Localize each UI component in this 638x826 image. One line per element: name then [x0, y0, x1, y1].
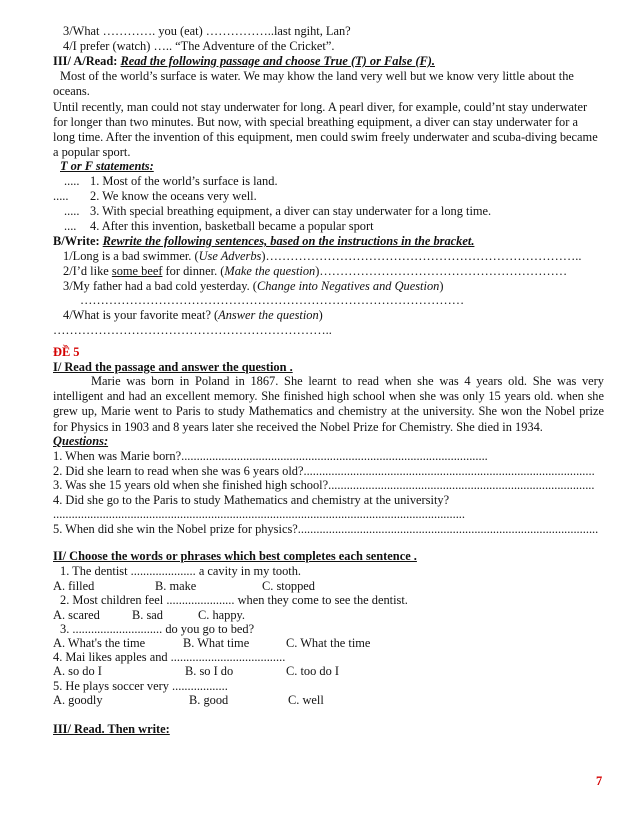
mc-option-1b: B. make	[155, 579, 197, 593]
tf-blank: .....	[64, 174, 80, 188]
question-4-answer-line: .....................................................................................................................................	[53, 507, 465, 521]
mc-option-5a: A. goodly	[53, 693, 103, 707]
mc-option-1c: C. stopped	[262, 579, 316, 593]
section-1-title: I/ Read the passage and answer the question .	[53, 360, 293, 374]
tf-text-2: 2. We know the oceans very well.	[90, 189, 257, 203]
mc-option-5b: B. good	[189, 693, 229, 707]
questions-heading: Questions:	[53, 434, 109, 448]
tf-item-3	[64, 204, 80, 218]
write-3-answer-line: …………………………………………………………………………………	[80, 293, 465, 307]
write-item-4	[63, 308, 323, 322]
passage-line-5: long time. After the invention of this equipment, men could swim freely underwater and scuba-diving became	[53, 130, 598, 144]
write-2-instruction: Make the question	[224, 264, 316, 278]
mc-stem-2: 2. Most children feel ...................... when they come to see the dentist.	[60, 593, 408, 607]
mc-option-2a: A. scared	[53, 608, 100, 622]
question-1: 1. When was Marie born?...................................................................................................	[53, 449, 488, 463]
passage-line-6: a popular sport.	[53, 145, 131, 159]
write-3-close: )	[439, 279, 444, 293]
tf-item-4	[64, 219, 76, 233]
passage-line-2: oceans.	[53, 84, 90, 98]
tf-blank: .....	[64, 204, 80, 218]
write-item-1	[63, 249, 581, 263]
tf-text-1: 1. Most of the world’s surface is land.	[90, 174, 278, 188]
write-2-text: 2/I’d like	[63, 264, 112, 278]
exam-title: ĐỀ 5	[53, 345, 80, 359]
write-4-instruction: Answer the question	[218, 308, 319, 322]
question-3: 3. Was she 15 years old when she finished high school?......................................................................................	[53, 478, 595, 492]
mc-option-5c: C. well	[288, 693, 324, 707]
mc-option-3b: B. What time	[183, 636, 250, 650]
passage-line-3: Until recently, man could not stay underwater for long. A pearl diver, for example, could’nt stay underwater	[53, 100, 588, 114]
tf-blank: .....	[53, 189, 69, 203]
section-2-title: II/ Choose the words or phrases which best completes each sentence .	[53, 549, 417, 563]
tf-text-4: 4. After this invention, basketball became a popular sport	[90, 219, 374, 233]
mc-stem-3: 3. ............................. do you go to bed?	[60, 622, 255, 636]
section-write-title: Rewrite the following sentences, based on the instructions in the bracket.	[102, 234, 475, 248]
write-1-instruction: Use Adverbs	[198, 249, 262, 263]
tf-text-3: 3. With special breathing equipment, a diver can stay underwater for a long time.	[90, 204, 492, 218]
write-2-underlined: some beef	[111, 264, 163, 278]
mc-option-3a: A. What's the time	[53, 636, 146, 650]
mc-option-4b: B. so I do	[185, 664, 234, 678]
write-1-text: 1/Long is a bad swimmer. (	[63, 249, 199, 263]
write-4-close: )	[318, 308, 323, 322]
mc-stem-5: 5. He plays soccer very ..................	[53, 679, 228, 693]
write-2-text-mid: for dinner. (	[162, 264, 225, 278]
section-write-heading	[53, 234, 474, 248]
tf-item-1	[64, 174, 80, 188]
write-3-instruction: Change into Negatives and Question	[256, 279, 440, 293]
mc-option-1a: A. filled	[53, 579, 95, 593]
write-2-answer-line: )……………………………………………………	[315, 264, 568, 278]
tf-item-2	[53, 189, 69, 203]
write-3-text: 3/My father had a bad cold yesterday. (	[63, 279, 257, 293]
section-read-label: III/ A/Read:	[53, 54, 121, 68]
section-read-title: Read the following passage and choose True (T) or False (F).	[120, 54, 435, 68]
mc-stem-1: 1. The dentist ..................... a cavity in my tooth.	[60, 564, 302, 578]
mc-option-2c: C. happy.	[198, 608, 246, 622]
passage-line-1: Most of the world’s surface is water. We may khow the land very well but we know very little about the	[60, 69, 574, 83]
write-item-3	[63, 279, 443, 293]
section-read-heading	[53, 54, 435, 68]
write-1-answer-line: )…………………………………………………………………..	[261, 249, 582, 263]
write-4-answer-line: …………………………………………………………..	[53, 323, 332, 337]
question-5: 5. When did she win the Nobel prize for physics?.................................................................................................	[53, 522, 599, 536]
question-4: 4. Did she go to the Paris to study Mathematics and chemistry at the university?	[53, 493, 450, 507]
mc-option-4c: C. too do I	[286, 664, 340, 678]
section-write-label: B/Write:	[53, 234, 103, 248]
mc-option-2b: B. sad	[132, 608, 163, 622]
question-2: 2. Did she learn to read when she was 6 years old?..............................................................................................	[53, 464, 595, 478]
write-4-text: 4/What is your favorite meat? (	[63, 308, 219, 322]
page-number: 7	[596, 774, 603, 788]
marie-passage: Marie was born in Poland in 1867. She learnt to read when she was 4 years old. She was very intelligent and had an excellent memory. She finished high school when she was only 15 years old. when she grew up, Marie went to Paris to study Mathematics and chemistry at the university. She won the Nobel prize for Physics in 1903 and 8 years later she received the Nobel Prize for Chemistry. She died in 1934.	[53, 374, 604, 434]
mc-option-4a: A. so do I	[53, 664, 102, 678]
section-3-title: III/ Read. Then write:	[53, 722, 170, 736]
tf-blank: ....	[64, 219, 77, 233]
mc-option-3c: C. What the time	[286, 636, 371, 650]
tf-heading: T or F statements:	[60, 159, 154, 173]
passage-line-4: for longer than two minutes. But now, with special breathing equipment, a diver can stay underwater for a	[53, 115, 578, 129]
exercise-q4: 4/I prefer (watch) ….. “The Adventure of the Cricket”.	[63, 39, 335, 53]
exercise-q3: 3/What …………. you (eat) ……………..last ngiht, Lan?	[63, 24, 351, 38]
mc-stem-4: 4. Mai likes apples and .....................................	[53, 650, 286, 664]
write-item-2	[63, 264, 567, 278]
